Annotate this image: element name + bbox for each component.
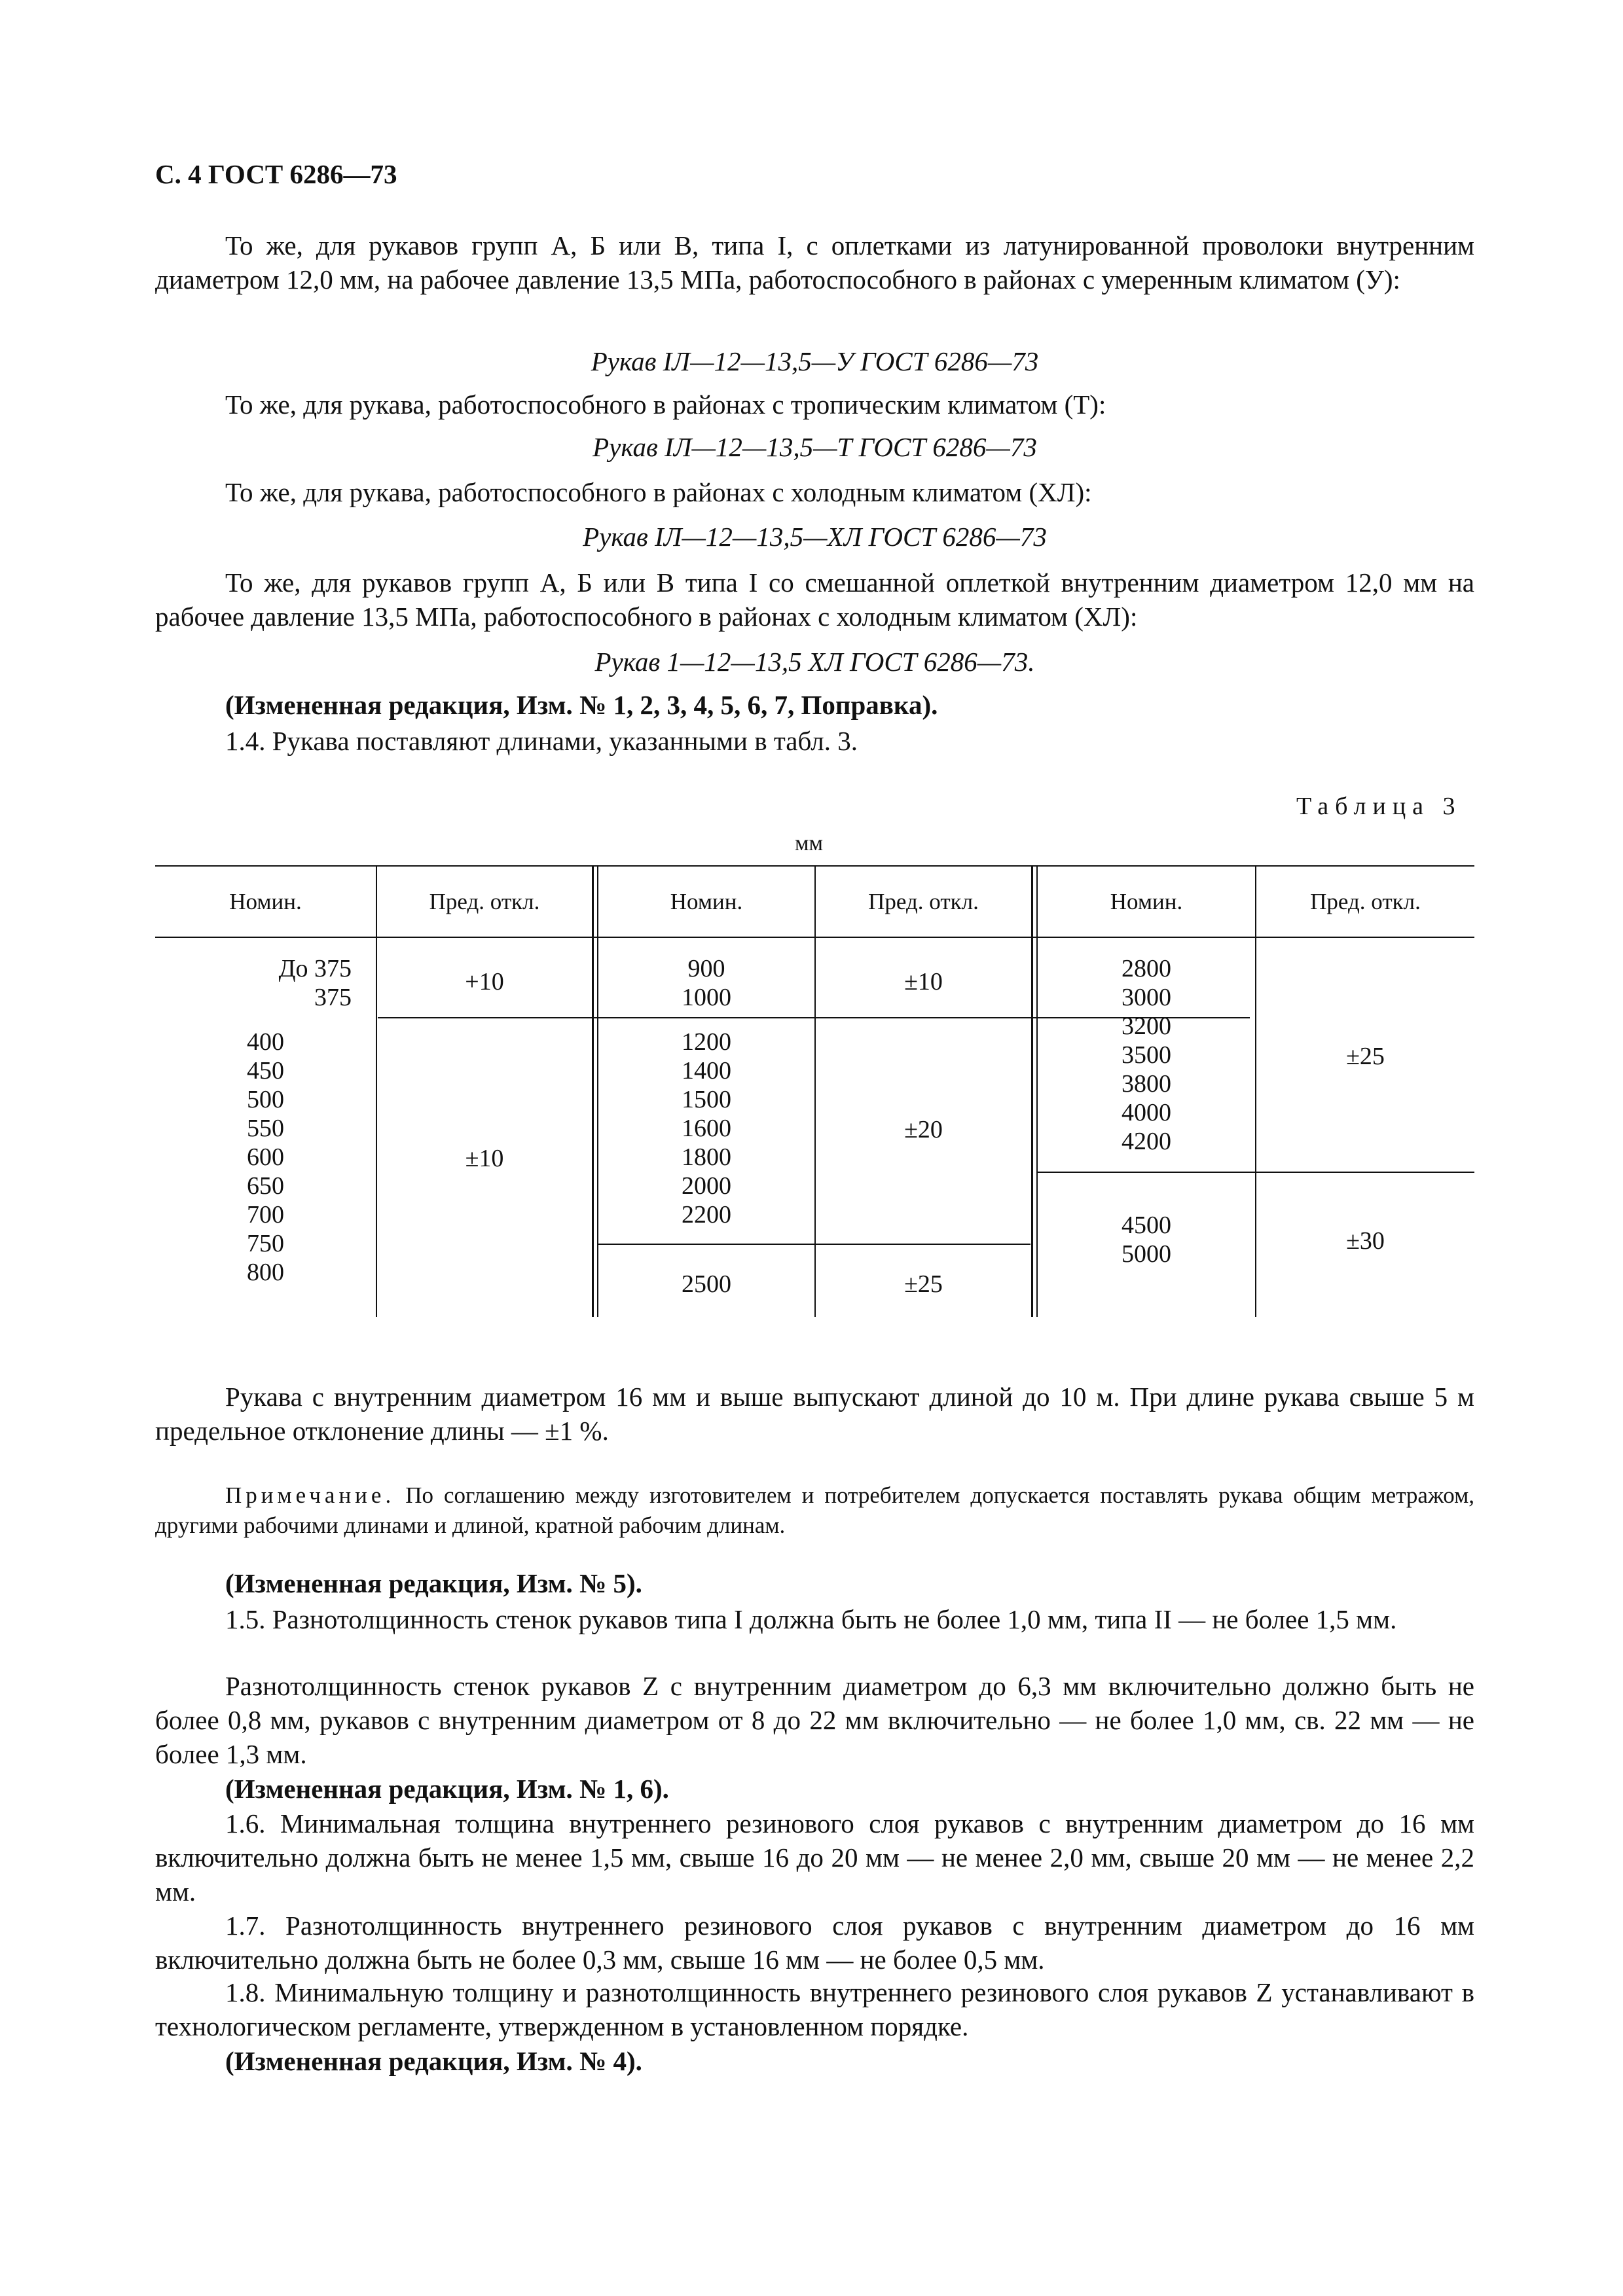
- amendment-note-1-6: (Измененная редакция, Изм. № 1, 6).: [225, 1774, 669, 1804]
- clause-1-6: 1.6. Минимальная толщина внутреннего резинового слоя рукавов с внутренним диаметром до 16 мм включительно должна быть не менее 1,5 мм, свыше 16 до 20 мм — не менее 2,0 мм, свыше 20 мм — не менее 2,2 мм.: [155, 1808, 1474, 1907]
- paragraph-example-intro: То же, для рукавов групп А, Б или В, типа I, с оплетками из латунированной проволоки внутренним диаметром 12,0 мм, на рабочее давление 13,5 МПа, работоспособного в районах с умеренным климатом (У):: [155, 230, 1474, 295]
- cell-deviation-g2-a: ±10: [904, 968, 943, 996]
- designation-example-hl: Рукав IЛ—12—13,5—ХЛ ГОСТ 6286—73: [583, 522, 1047, 552]
- header-deviation-1: Пред. откл.: [429, 889, 540, 914]
- amendment-note-5: (Измененная редакция, Изм. № 5).: [225, 1568, 642, 1598]
- table-note: [155, 1480, 1474, 1541]
- designation-example-mixed: Рукав 1—12—13,5 ХЛ ГОСТ 6286—73.: [594, 647, 1035, 677]
- cell-deviation-g1-a: +10: [465, 968, 504, 996]
- cell-deviation-g3-b: ±30: [1346, 1227, 1385, 1255]
- note-label: Примечание.: [225, 1482, 395, 1508]
- clause-1-8: 1.8. Минимальную толщину и разнотолщинность внутреннего резинового слоя рукавов Z устанавливают в технологическом регламенте, утвержденном в установленном порядке.: [155, 1977, 1474, 2041]
- cell-nominal-g3-a: 2800 3000 3200 3500 3800 4000 4200: [1122, 955, 1171, 1155]
- note-text: По соглашению между изготовителем и потребителем допускается поставлять рукава общим метражом, другими рабочими длинами и длиной, кратной рабочим длинам.: [155, 1482, 1475, 1538]
- designation-example-u: Рукав IЛ—12—13,5—У ГОСТ 6286—73: [591, 346, 1039, 376]
- cell-nominal-g3-b: 4500 5000: [1122, 1211, 1171, 1268]
- header-deviation-2: Пред. откл.: [868, 889, 979, 914]
- amendment-note-1: (Измененная редакция, Изм. № 1, 2, 3, 4, 5, 6, 7, Поправка).: [225, 690, 938, 720]
- cell-deviation-g3-a: ±25: [1346, 1043, 1385, 1070]
- table-caption: Таблица 3: [1296, 793, 1462, 820]
- header-nominal-2: Номин.: [670, 889, 743, 914]
- cell-nominal-g2-b: 1200 1400 1500 1600 1800 2000 2200: [682, 1028, 731, 1229]
- paragraph-cold: То же, для рукава, работоспособного в районах с холодным климатом (ХЛ):: [225, 477, 1092, 507]
- cell-deviation-g2-b: ±20: [904, 1116, 943, 1143]
- paragraph-mixed-braid: То же, для рукавов групп А, Б или В типа I со смешанной оплеткой внутренним диаметром 12,0 мм на рабочее давление 13,5 МПа, работоспособного в районах с холодным климатом (ХЛ):: [155, 567, 1474, 632]
- clause-1-7: 1.7. Разнотолщинность внутреннего резинового слоя рукавов с внутренним диаметром до 16 мм включительно должна быть не более 0,3 мм, свыше 16 мм — не более 0,5 мм.: [155, 1910, 1474, 1975]
- paragraph-length-limit: Рукава с внутренним диаметром 16 мм и выше выпускают длиной до 10 м. При длине рукава свыше 5 м предельное отклонение длины — ±1 %.: [155, 1382, 1474, 1446]
- paragraph-tropical: То же, для рукава, работоспособного в районах с тропическим климатом (Т):: [225, 389, 1106, 420]
- lengths-table: [155, 865, 1474, 1317]
- page-header: С. 4 ГОСТ 6286—73: [155, 159, 397, 189]
- clause-1-5: 1.5. Разнотолщинность стенок рукавов типа I должна быть не более 1,0 мм, типа II — не более 1,5 мм.: [225, 1604, 1397, 1634]
- clause-1-5-z: Разнотолщинность стенок рукавов Z с внутренним диаметром до 6,3 мм включительно должно быть не более 0,8 мм, рукавов с внутренним диаметром от 8 до 22 мм включительно — не более 1,0 мм, св. 22 мм — не более 1,3 мм.: [155, 1671, 1474, 1769]
- amendment-note-4: (Измененная редакция, Изм. № 4).: [225, 2046, 642, 2076]
- cell-nominal-g2-a: 900 1000: [682, 955, 731, 1011]
- cell-nominal-g1-a: До 375 375: [278, 955, 352, 1011]
- header-nominal-1: Номин.: [229, 889, 302, 914]
- clause-1-4: 1.4. Рукава поставляют длинами, указанными в табл. 3.: [225, 726, 858, 756]
- cell-deviation-g2-c: ±25: [904, 1270, 943, 1298]
- table-units: мм: [795, 831, 824, 855]
- header-nominal-3: Номин.: [1110, 889, 1183, 914]
- cell-nominal-g2-c: 2500: [682, 1270, 731, 1298]
- header-deviation-3: Пред. откл.: [1310, 889, 1421, 914]
- cell-nominal-g1-b: 400 450 500 550 600 650 700 750 800: [247, 1028, 284, 1286]
- cell-deviation-g1-b: ±10: [465, 1145, 504, 1172]
- designation-example-t: Рукав IЛ—12—13,5—Т ГОСТ 6286—73: [593, 432, 1037, 462]
